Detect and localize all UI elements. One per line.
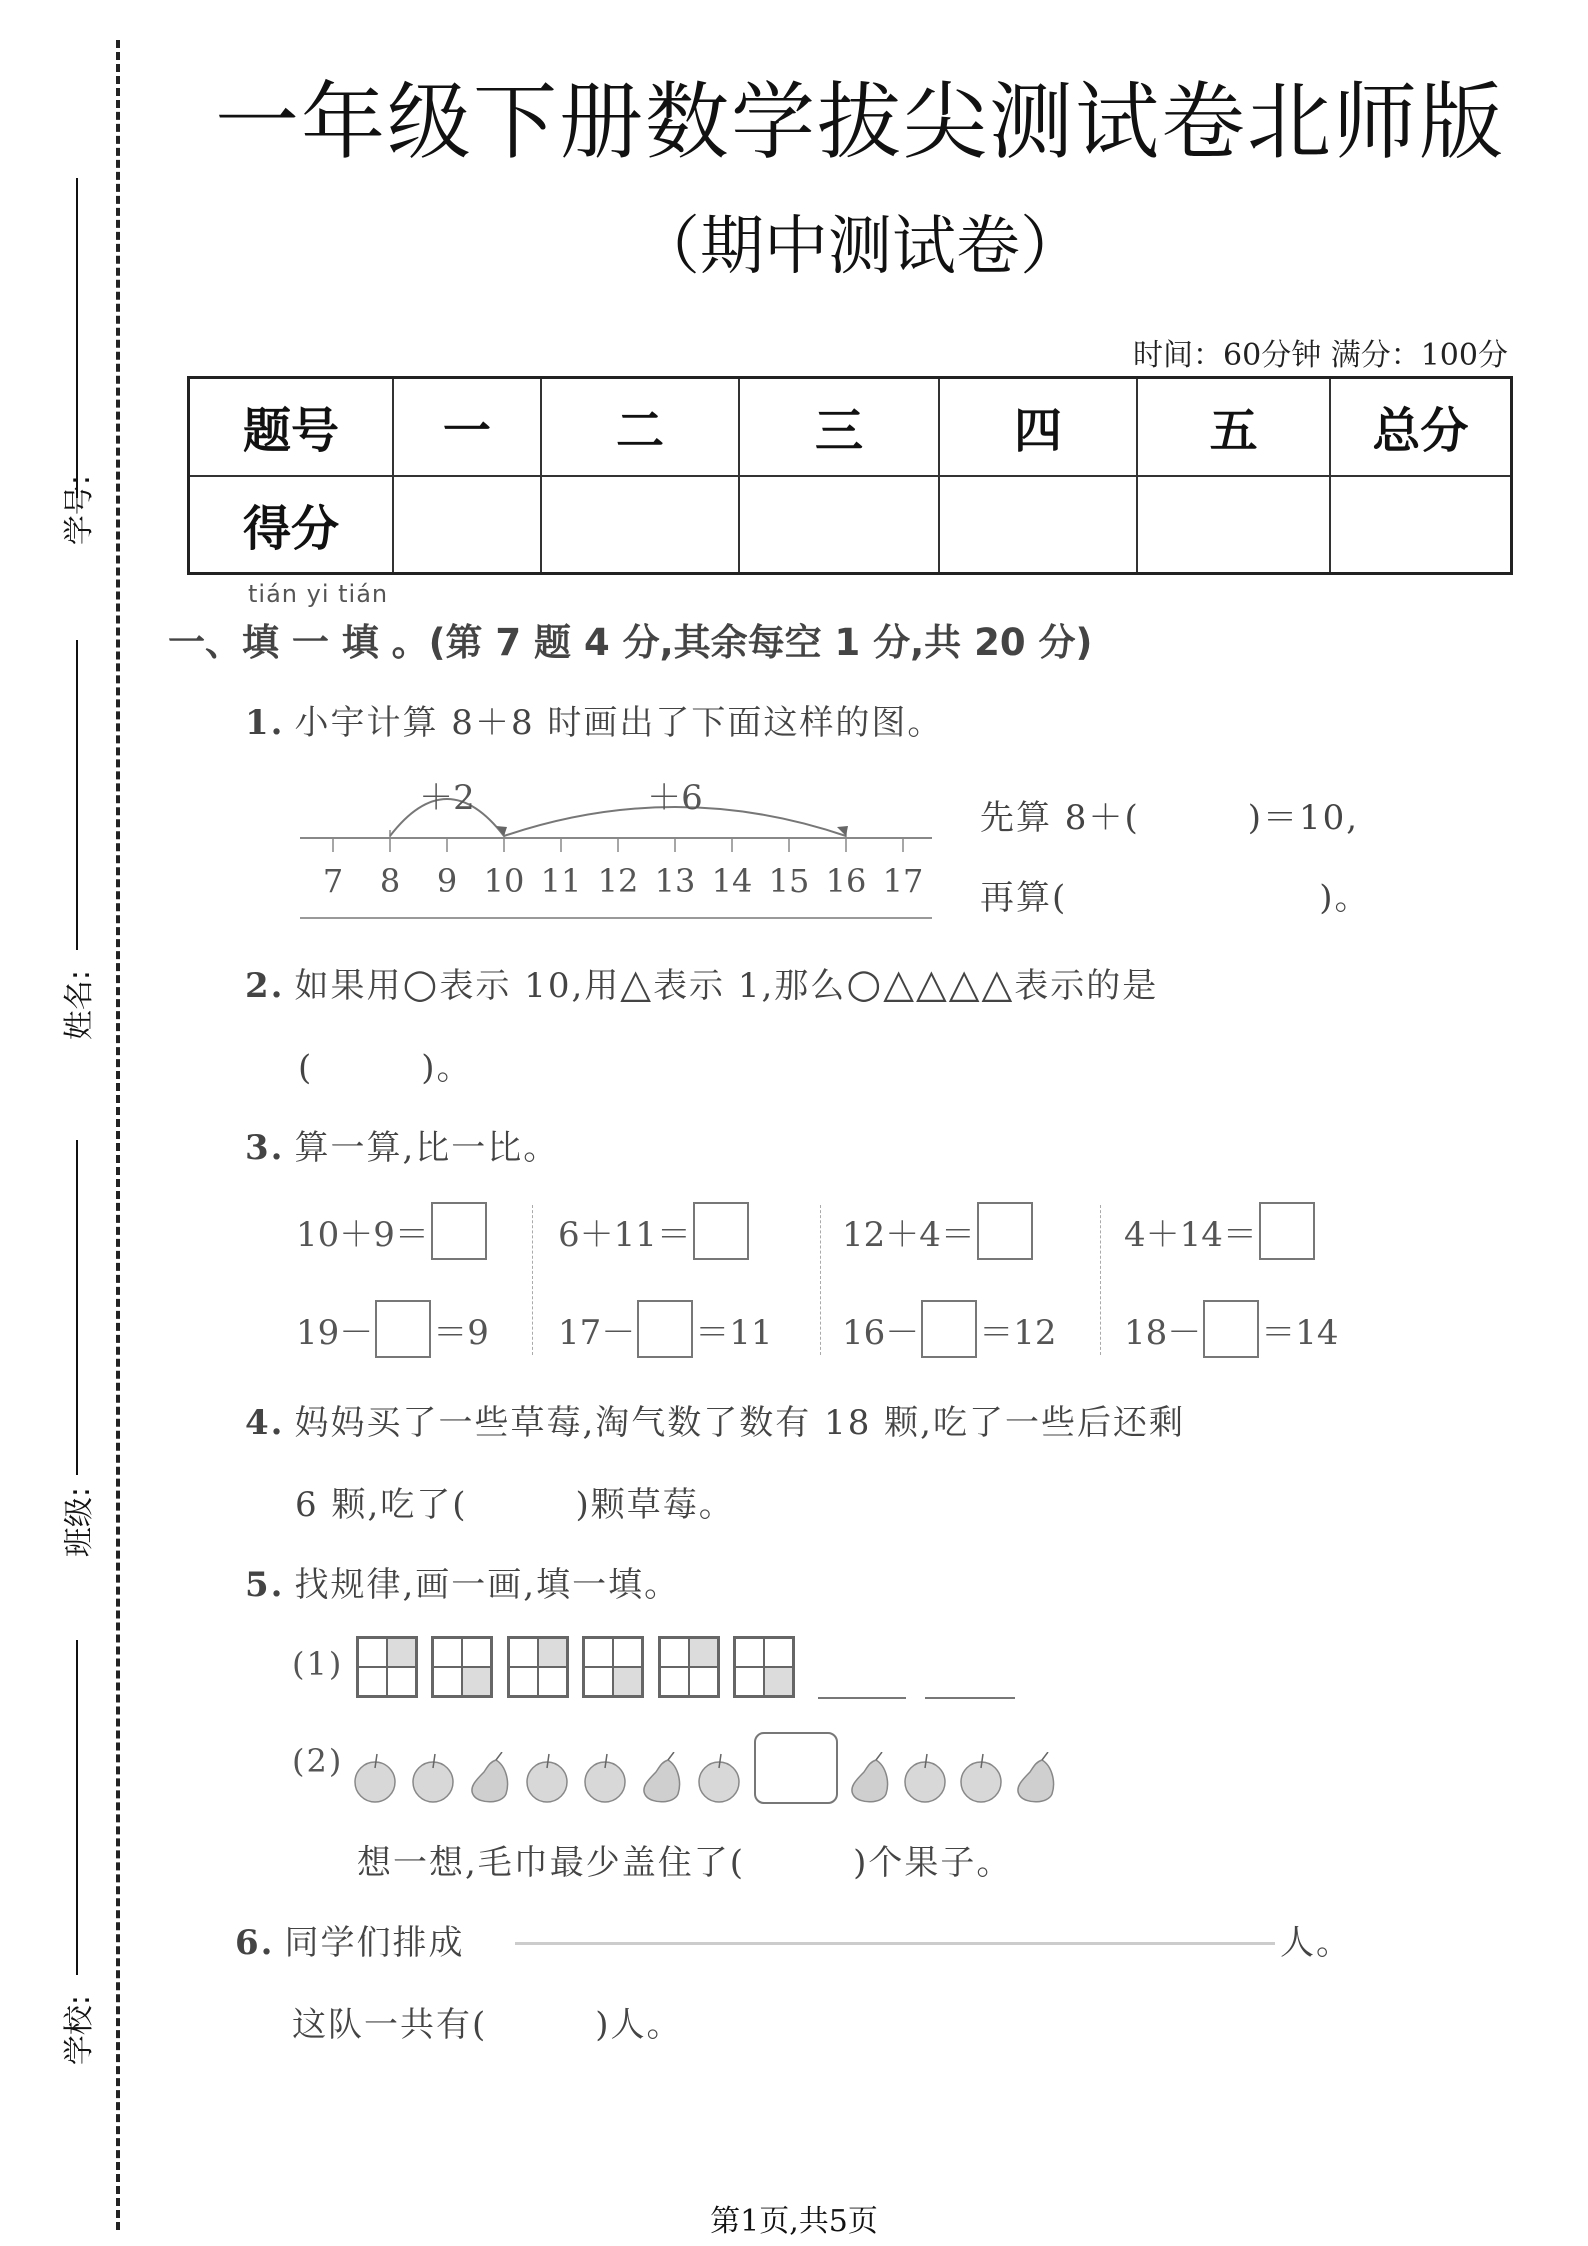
pattern-grid	[582, 1636, 644, 1698]
question-text: 找规律,画一画,填一填。	[294, 1565, 681, 1605]
col-3: 三	[739, 378, 939, 476]
name-label: 姓名:	[62, 969, 97, 1041]
tick-label: 7	[322, 862, 344, 900]
equation-text: 4＋14＝	[1124, 1214, 1257, 1255]
equation	[1124, 1202, 1317, 1260]
answer-box[interactable]	[1259, 1202, 1315, 1260]
col-4: 四	[939, 378, 1138, 476]
page-subtitle: （期中测试卷）	[636, 210, 1084, 284]
equation-text: 17－	[558, 1312, 636, 1353]
equation	[842, 1300, 1057, 1358]
equation-text: ＝9	[433, 1312, 489, 1353]
divider	[1100, 1205, 1101, 1355]
equation	[842, 1202, 1035, 1260]
question-text: 表示 10,用	[439, 966, 621, 1006]
col-1: 一	[393, 378, 541, 476]
apple-icon	[352, 1752, 398, 1804]
q6-answer-line[interactable]: 这队一共有( )人。	[292, 2005, 683, 2045]
answer-box[interactable]	[637, 1300, 693, 1358]
equation	[558, 1300, 773, 1358]
student-id-label: 学号:	[62, 474, 97, 546]
score-cell-1[interactable]	[393, 476, 541, 574]
equation-text: 12＋4＝	[842, 1214, 975, 1255]
circle-icon: ○	[402, 961, 440, 1007]
triangle-icon: △	[620, 961, 654, 1007]
question-number: 5.	[245, 1565, 285, 1605]
pattern-grid	[658, 1636, 720, 1698]
tick-label: 9	[436, 862, 458, 900]
tick-label: 12	[597, 862, 639, 900]
binding-dashed-line	[116, 40, 120, 2230]
triangle-icon: △	[883, 961, 916, 1007]
question-text: 算一算,比一比。	[294, 1128, 560, 1168]
answer-box[interactable]	[431, 1202, 487, 1260]
apple-icon	[958, 1752, 1004, 1804]
equation	[558, 1202, 751, 1260]
tick-label: 8	[379, 862, 401, 900]
answer-box[interactable]	[921, 1300, 977, 1358]
tick-label: 14	[711, 862, 753, 900]
score-table	[187, 376, 1513, 575]
row-header-score: 得分	[189, 476, 394, 574]
triangle-icon: △	[915, 961, 949, 1007]
apple-icon	[902, 1752, 948, 1804]
question-number: 2.	[245, 966, 285, 1006]
number-line	[300, 770, 940, 930]
page-number: 第1页,共5页	[710, 2204, 878, 2239]
jump-label-plus-2: ＋2	[419, 778, 475, 818]
question-text: 同学们排成	[284, 1923, 465, 1963]
pattern-grid	[356, 1636, 418, 1698]
pattern-grid	[431, 1636, 493, 1698]
part-1-label: (1)	[292, 1645, 344, 1683]
answer-box[interactable]	[375, 1300, 431, 1358]
question-text: 妈妈买了一些草莓,淘气数了数有 18 颗,吃了一些后还剩	[294, 1403, 1185, 1443]
question-6	[235, 1915, 465, 1964]
score-table-score-row	[189, 476, 1512, 574]
part-2-label: (2)	[292, 1742, 344, 1780]
col-total: 总分	[1330, 378, 1512, 476]
class-label: 班级:	[62, 1486, 97, 1558]
school-label: 学校:	[62, 1994, 97, 2066]
q6-line1-end: 人。	[1280, 1923, 1352, 1963]
circle-icon: ○	[846, 961, 884, 1007]
draw-blank[interactable]	[818, 1697, 906, 1699]
apple-icon	[582, 1752, 628, 1804]
equation-text: 19－	[296, 1312, 374, 1353]
score-cell-3[interactable]	[739, 476, 939, 574]
score-table-header-row	[189, 378, 1512, 476]
class-line[interactable]	[76, 1140, 78, 1475]
equation	[296, 1202, 489, 1260]
question-1	[245, 695, 943, 744]
tick-label: 16	[825, 862, 867, 900]
tick-label: 10	[483, 862, 525, 900]
answer-box[interactable]	[1203, 1300, 1259, 1358]
q2-answer-blank[interactable]: ( )。	[298, 1048, 473, 1088]
pear-icon	[846, 1752, 892, 1804]
row-header-question: 题号	[189, 378, 394, 476]
col-2: 二	[541, 378, 740, 476]
tick-label: 17	[882, 862, 924, 900]
equation	[296, 1300, 489, 1358]
score-cell-2[interactable]	[541, 476, 740, 574]
tick-label: 13	[654, 862, 696, 900]
equation-text: 10＋9＝	[296, 1214, 429, 1255]
section-pinyin: tián yi tián	[248, 580, 389, 608]
answer-box[interactable]	[693, 1202, 749, 1260]
equation-text: 18－	[1124, 1312, 1202, 1353]
score-cell-total[interactable]	[1330, 476, 1512, 574]
tick-label: 11	[540, 862, 582, 900]
pear-icon	[1012, 1752, 1058, 1804]
school-line[interactable]	[76, 1640, 78, 1975]
student-id-line[interactable]	[76, 178, 78, 498]
pattern-grid	[507, 1636, 569, 1698]
score-cell-4[interactable]	[939, 476, 1138, 574]
name-line[interactable]	[76, 640, 78, 950]
pattern-grid	[733, 1636, 795, 1698]
exam-meta: 时间：60分钟 满分：100分	[1133, 338, 1508, 373]
q1-second-step[interactable]: 再算( )。	[980, 878, 1371, 918]
equation-text: ＝11	[695, 1312, 773, 1353]
equation-text: ＝14	[1261, 1312, 1339, 1353]
question-number: 4.	[245, 1403, 285, 1443]
col-5: 五	[1137, 378, 1330, 476]
draw-blank[interactable]	[925, 1697, 1015, 1699]
triangle-icon: △	[948, 961, 982, 1007]
answer-box[interactable]	[977, 1202, 1033, 1260]
question-number: 6.	[235, 1923, 275, 1963]
question-4	[245, 1395, 1185, 1444]
question-2	[245, 958, 1158, 1007]
q5-part2-question[interactable]: 想一想,毛巾最少盖住了( )个果子。	[357, 1843, 1013, 1883]
question-3	[245, 1120, 559, 1169]
question-text: 如果用	[294, 966, 403, 1006]
equation	[1124, 1300, 1339, 1358]
question-5	[245, 1557, 680, 1606]
equation-text: ＝12	[979, 1312, 1057, 1353]
question-number: 1.	[245, 703, 285, 743]
number-line-graphic	[300, 770, 940, 930]
question-number: 3.	[245, 1128, 285, 1168]
apple-icon	[410, 1752, 456, 1804]
equation-text: 16－	[842, 1312, 920, 1353]
apple-icon	[696, 1752, 742, 1804]
divider	[532, 1205, 533, 1355]
q1-first-step[interactable]: 先算 8＋( )＝10,	[980, 798, 1360, 838]
apple-icon	[524, 1752, 570, 1804]
q4-answer-line[interactable]: 6 颗,吃了( )颗草莓。	[295, 1485, 735, 1525]
question-text: 表示 1,那么	[653, 966, 847, 1006]
pear-icon	[466, 1752, 512, 1804]
tick-label: 15	[768, 862, 810, 900]
equation-text: 6＋11＝	[558, 1214, 691, 1255]
pear-icon	[638, 1752, 684, 1804]
question-text: 小宇计算 8＋8 时画出了下面这样的图。	[294, 703, 944, 743]
question-text: 表示的是	[1014, 966, 1159, 1006]
section-heading: 一、填 一 填 。(第 7 题 4 分,其余每空 1 分,共 20 分)	[168, 621, 1093, 664]
queue-image-placeholder	[515, 1942, 1275, 1945]
divider	[820, 1205, 821, 1355]
towel-icon	[754, 1732, 838, 1804]
score-cell-5[interactable]	[1137, 476, 1330, 574]
triangle-icon: △	[981, 961, 1015, 1007]
page-title: 一年级下册数学拔尖测试卷北师版	[214, 73, 1505, 171]
jump-label-plus-6: ＋6	[647, 778, 703, 818]
